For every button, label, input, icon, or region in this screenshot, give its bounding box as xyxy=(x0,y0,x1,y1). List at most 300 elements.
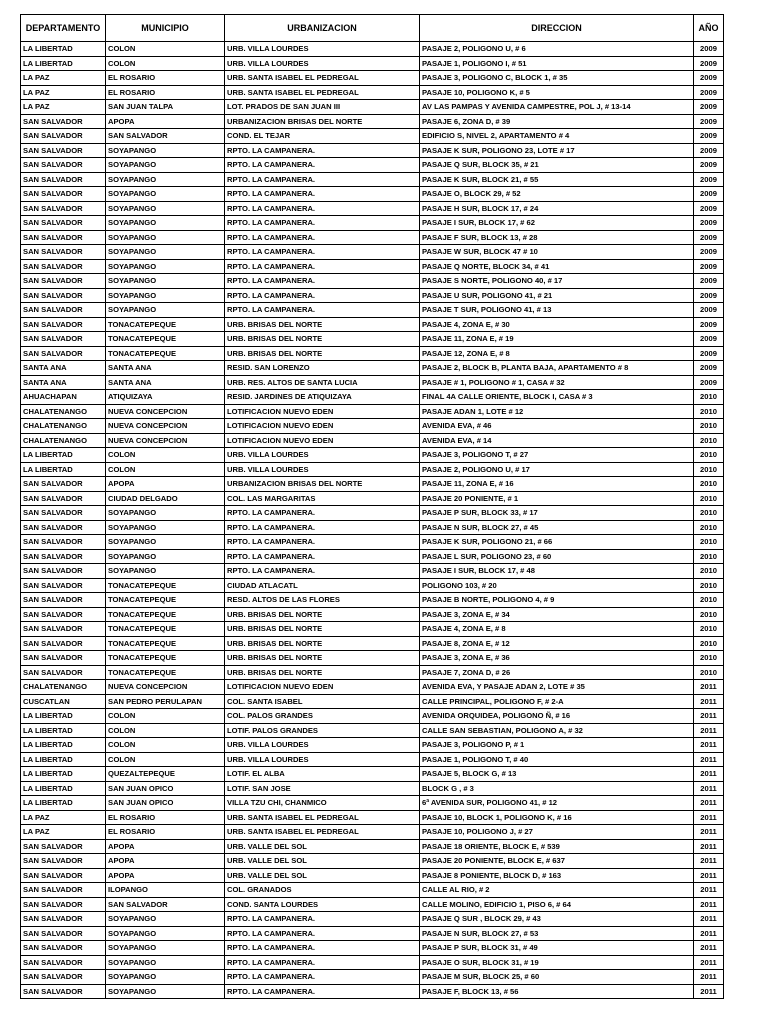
cell-urbanizacion: COND. EL TEJAR xyxy=(225,129,420,144)
cell-municipio: TONACATEPEQUE xyxy=(106,346,225,361)
cell-urbanizacion: RESID. JARDINES DE ATIQUIZAYA xyxy=(225,390,420,405)
header-urbanizacion: URBANIZACION xyxy=(225,15,420,42)
cell-municipio: TONACATEPEQUE xyxy=(106,317,225,332)
cell-direccion: PASAJE 11, ZONA E, # 16 xyxy=(420,477,694,492)
cell-ano: 2010 xyxy=(694,506,724,521)
cell-ano: 2010 xyxy=(694,578,724,593)
table-row xyxy=(21,854,724,869)
cell-ano: 2010 xyxy=(694,622,724,637)
cell-urbanizacion: RPTO. LA CAMPANERA. xyxy=(225,926,420,941)
header-ano: AÑO xyxy=(694,15,724,42)
cell-urbanizacion: RPTO. LA CAMPANERA. xyxy=(225,955,420,970)
cell-direccion: PASAJE S NORTE, POLIGONO 40, # 17 xyxy=(420,274,694,289)
cell-urbanizacion: URBANIZACION BRISAS DEL NORTE xyxy=(225,477,420,492)
cell-ano: 2009 xyxy=(694,361,724,376)
cell-departamento: LA LIBERTAD xyxy=(21,738,106,753)
cell-urbanizacion: RPTO. LA CAMPANERA. xyxy=(225,912,420,927)
cell-departamento: SAN SALVADOR xyxy=(21,303,106,318)
cell-departamento: LA LIBERTAD xyxy=(21,796,106,811)
cell-direccion: PASAJE 2, BLOCK B, PLANTA BAJA, APARTAMENTO # 8 xyxy=(420,361,694,376)
cell-ano: 2009 xyxy=(694,201,724,216)
cell-ano: 2011 xyxy=(694,897,724,912)
cell-direccion: PASAJE T SUR, POLIGONO 41, # 13 xyxy=(420,303,694,318)
cell-direccion: PASAJE 5, BLOCK G, # 13 xyxy=(420,767,694,782)
cell-ano: 2010 xyxy=(694,433,724,448)
table-row xyxy=(21,201,724,216)
table-row xyxy=(21,477,724,492)
cell-municipio: SOYAPANGO xyxy=(106,259,225,274)
table-row xyxy=(21,462,724,477)
cell-municipio: SOYAPANGO xyxy=(106,912,225,927)
cell-municipio: SOYAPANGO xyxy=(106,143,225,158)
cell-direccion: FINAL 4A CALLE ORIENTE, BLOCK I, CASA # 3 xyxy=(420,390,694,405)
cell-ano: 2011 xyxy=(694,839,724,854)
cell-urbanizacion: LOTIF. PALOS GRANDES xyxy=(225,723,420,738)
cell-direccion: PASAJE O SUR, BLOCK 31, # 19 xyxy=(420,955,694,970)
table-row xyxy=(21,100,724,115)
cell-direccion: PASAJE B NORTE, POLIGONO 4, # 9 xyxy=(420,593,694,608)
cell-urbanizacion: URB. SANTA ISABEL EL PEDREGAL xyxy=(225,810,420,825)
cell-direccion: PASAJE U SUR, POLIGONO 41, # 21 xyxy=(420,288,694,303)
cell-urbanizacion: RPTO. LA CAMPANERA. xyxy=(225,187,420,202)
table-row xyxy=(21,187,724,202)
table-row xyxy=(21,984,724,999)
cell-ano: 2010 xyxy=(694,535,724,550)
table-row xyxy=(21,549,724,564)
cell-departamento: SAN SALVADOR xyxy=(21,172,106,187)
cell-departamento: LA LIBERTAD xyxy=(21,723,106,738)
cell-ano: 2011 xyxy=(694,926,724,941)
table-row xyxy=(21,680,724,695)
cell-ano: 2009 xyxy=(694,158,724,173)
cell-departamento: LA PAZ xyxy=(21,100,106,115)
cell-municipio: SOYAPANGO xyxy=(106,535,225,550)
cell-departamento: SAN SALVADOR xyxy=(21,201,106,216)
cell-direccion: CALLE PRINCIPAL, POLIGONO F, # 2-A xyxy=(420,694,694,709)
cell-urbanizacion: COL. PALOS GRANDES xyxy=(225,709,420,724)
cell-urbanizacion: VILLA TZU CHI, CHANMICO xyxy=(225,796,420,811)
cell-direccion: PASAJE 6, ZONA D, # 39 xyxy=(420,114,694,129)
cell-departamento: SANTA ANA xyxy=(21,361,106,376)
cell-departamento: SAN SALVADOR xyxy=(21,912,106,927)
cell-municipio: CIUDAD DELGADO xyxy=(106,491,225,506)
cell-ano: 2011 xyxy=(694,723,724,738)
cell-municipio: NUEVA CONCEPCION xyxy=(106,433,225,448)
cell-municipio: SOYAPANGO xyxy=(106,303,225,318)
table-row xyxy=(21,259,724,274)
cell-ano: 2009 xyxy=(694,259,724,274)
cell-urbanizacion: URB. BRISAS DEL NORTE xyxy=(225,332,420,347)
cell-direccion: PASAJE 3, ZONA E, # 34 xyxy=(420,607,694,622)
cell-direccion: CALLE MOLINO, EDIFICIO 1, PISO 6, # 64 xyxy=(420,897,694,912)
table-row xyxy=(21,868,724,883)
table-row xyxy=(21,955,724,970)
cell-ano: 2011 xyxy=(694,694,724,709)
cell-ano: 2009 xyxy=(694,129,724,144)
cell-urbanizacion: RPTO. LA CAMPANERA. xyxy=(225,201,420,216)
table-row xyxy=(21,506,724,521)
cell-urbanizacion: URB. SANTA ISABEL EL PEDREGAL xyxy=(225,71,420,86)
cell-urbanizacion: URB. VALLE DEL SOL xyxy=(225,839,420,854)
cell-municipio: SOYAPANGO xyxy=(106,201,225,216)
cell-municipio: APOPA xyxy=(106,868,225,883)
cell-direccion: PASAJE N SUR, BLOCK 27, # 53 xyxy=(420,926,694,941)
cell-ano: 2011 xyxy=(694,709,724,724)
table-row xyxy=(21,738,724,753)
cell-departamento: CUSCATLAN xyxy=(21,694,106,709)
cell-municipio: SOYAPANGO xyxy=(106,955,225,970)
cell-municipio: TONACATEPEQUE xyxy=(106,578,225,593)
cell-municipio: SOYAPANGO xyxy=(106,274,225,289)
cell-urbanizacion: URB. SANTA ISABEL EL PEDREGAL xyxy=(225,825,420,840)
cell-municipio: COLON xyxy=(106,723,225,738)
cell-departamento: CHALATENANGO xyxy=(21,680,106,695)
cell-ano: 2010 xyxy=(694,477,724,492)
cell-urbanizacion: URB. VALLE DEL SOL xyxy=(225,868,420,883)
cell-direccion: PASAJE 3, POLIGONO P, # 1 xyxy=(420,738,694,753)
cell-ano: 2011 xyxy=(694,825,724,840)
cell-ano: 2010 xyxy=(694,636,724,651)
cell-direccion: PASAJE W SUR, BLOCK 47 # 10 xyxy=(420,245,694,260)
cell-ano: 2009 xyxy=(694,303,724,318)
table-row xyxy=(21,723,724,738)
cell-urbanizacion: URB. VILLA LOURDES xyxy=(225,42,420,57)
cell-departamento: LA LIBERTAD xyxy=(21,767,106,782)
table-row xyxy=(21,897,724,912)
cell-ano: 2009 xyxy=(694,346,724,361)
cell-municipio: COLON xyxy=(106,462,225,477)
cell-urbanizacion: RPTO. LA CAMPANERA. xyxy=(225,984,420,999)
cell-municipio: TONACATEPEQUE xyxy=(106,593,225,608)
cell-ano: 2010 xyxy=(694,404,724,419)
cell-urbanizacion: URB. VALLE DEL SOL xyxy=(225,854,420,869)
cell-direccion: PASAJE 2, POLIGONO U, # 17 xyxy=(420,462,694,477)
cell-direccion: AV LAS PAMPAS Y AVENIDA CAMPESTRE, POL J, # 13-14 xyxy=(420,100,694,115)
cell-direccion: PASAJE 8, ZONA E, # 12 xyxy=(420,636,694,651)
cell-municipio: SOYAPANGO xyxy=(106,288,225,303)
cell-ano: 2009 xyxy=(694,245,724,260)
cell-ano: 2009 xyxy=(694,274,724,289)
cell-municipio: COLON xyxy=(106,448,225,463)
table-row xyxy=(21,71,724,86)
cell-ano: 2009 xyxy=(694,332,724,347)
cell-ano: 2011 xyxy=(694,810,724,825)
cell-direccion: PASAJE 1, POLIGONO T, # 40 xyxy=(420,752,694,767)
table-row xyxy=(21,448,724,463)
cell-ano: 2009 xyxy=(694,71,724,86)
cell-municipio: SOYAPANGO xyxy=(106,520,225,535)
cell-direccion: PASAJE 2, POLIGONO U, # 6 xyxy=(420,42,694,57)
table-row xyxy=(21,317,724,332)
table-row xyxy=(21,709,724,724)
cell-ano: 2011 xyxy=(694,738,724,753)
cell-urbanizacion: RPTO. LA CAMPANERA. xyxy=(225,158,420,173)
cell-ano: 2009 xyxy=(694,172,724,187)
cell-direccion: PASAJE 11, ZONA E, # 19 xyxy=(420,332,694,347)
cell-direccion: PASAJE 8 PONIENTE, BLOCK D, # 163 xyxy=(420,868,694,883)
table-row xyxy=(21,129,724,144)
cell-departamento: SAN SALVADOR xyxy=(21,897,106,912)
cell-municipio: SOYAPANGO xyxy=(106,970,225,985)
cell-ano: 2010 xyxy=(694,462,724,477)
cell-urbanizacion: URB. BRISAS DEL NORTE xyxy=(225,607,420,622)
cell-departamento: SAN SALVADOR xyxy=(21,651,106,666)
cell-urbanizacion: RPTO. LA CAMPANERA. xyxy=(225,288,420,303)
cell-departamento: SAN SALVADOR xyxy=(21,970,106,985)
table-row xyxy=(21,796,724,811)
cell-municipio: SOYAPANGO xyxy=(106,216,225,231)
cell-municipio: SAN JUAN OPICO xyxy=(106,796,225,811)
cell-departamento: LA LIBERTAD xyxy=(21,56,106,71)
table-row xyxy=(21,332,724,347)
cell-departamento: SAN SALVADOR xyxy=(21,245,106,260)
cell-departamento: CHALATENANGO xyxy=(21,404,106,419)
cell-direccion: CALLE SAN SEBASTIAN, POLIGONO A, # 32 xyxy=(420,723,694,738)
cell-ano: 2009 xyxy=(694,187,724,202)
cell-direccion: PASAJE Q NORTE, BLOCK 34, # 41 xyxy=(420,259,694,274)
cell-urbanizacion: LOTIFICACION NUEVO EDEN xyxy=(225,404,420,419)
cell-departamento: AHUACHAPAN xyxy=(21,390,106,405)
cell-ano: 2009 xyxy=(694,317,724,332)
table-row xyxy=(21,883,724,898)
cell-departamento: SAN SALVADOR xyxy=(21,114,106,129)
cell-municipio: TONACATEPEQUE xyxy=(106,651,225,666)
cell-ano: 2009 xyxy=(694,85,724,100)
cell-municipio: EL ROSARIO xyxy=(106,71,225,86)
cell-municipio: SOYAPANGO xyxy=(106,926,225,941)
cell-departamento: SAN SALVADOR xyxy=(21,520,106,535)
cell-direccion: PASAJE H SUR, BLOCK 17, # 24 xyxy=(420,201,694,216)
cell-municipio: APOPA xyxy=(106,114,225,129)
cell-municipio: APOPA xyxy=(106,477,225,492)
cell-direccion: PASAJE 20 PONIENTE, # 1 xyxy=(420,491,694,506)
cell-urbanizacion: LOTIFICACION NUEVO EDEN xyxy=(225,419,420,434)
cell-ano: 2010 xyxy=(694,520,724,535)
table-row xyxy=(21,781,724,796)
cell-departamento: SAN SALVADOR xyxy=(21,317,106,332)
cell-municipio: SOYAPANGO xyxy=(106,187,225,202)
cell-urbanizacion: RPTO. LA CAMPANERA. xyxy=(225,970,420,985)
cell-municipio: TONACATEPEQUE xyxy=(106,636,225,651)
table-row xyxy=(21,578,724,593)
cell-municipio: SOYAPANGO xyxy=(106,564,225,579)
cell-urbanizacion: URB. RES. ALTOS DE SANTA LUCIA xyxy=(225,375,420,390)
cell-direccion: PASAJE 10, BLOCK 1, POLIGONO K, # 16 xyxy=(420,810,694,825)
cell-municipio: NUEVA CONCEPCION xyxy=(106,680,225,695)
cell-ano: 2009 xyxy=(694,42,724,57)
cell-municipio: EL ROSARIO xyxy=(106,810,225,825)
cell-urbanizacion: RPTO. LA CAMPANERA. xyxy=(225,941,420,956)
cell-direccion: PASAJE 7, ZONA D, # 26 xyxy=(420,665,694,680)
cell-departamento: SAN SALVADOR xyxy=(21,491,106,506)
table-row xyxy=(21,564,724,579)
cell-urbanizacion: URB. VILLA LOURDES xyxy=(225,56,420,71)
cell-municipio: SOYAPANGO xyxy=(106,172,225,187)
cell-municipio: SOYAPANGO xyxy=(106,230,225,245)
cell-direccion: PASAJE P SUR, BLOCK 33, # 17 xyxy=(420,506,694,521)
cell-ano: 2011 xyxy=(694,941,724,956)
table-row xyxy=(21,810,724,825)
cell-departamento: SAN SALVADOR xyxy=(21,593,106,608)
cell-direccion: PASAJE 10, POLIGONO K, # 5 xyxy=(420,85,694,100)
cell-departamento: SAN SALVADOR xyxy=(21,259,106,274)
cell-municipio: EL ROSARIO xyxy=(106,825,225,840)
cell-ano: 2010 xyxy=(694,419,724,434)
cell-ano: 2010 xyxy=(694,651,724,666)
cell-direccion: PASAJE 3, POLIGONO T, # 27 xyxy=(420,448,694,463)
cell-municipio: TONACATEPEQUE xyxy=(106,607,225,622)
table-row xyxy=(21,825,724,840)
cell-urbanizacion: URB. VILLA LOURDES xyxy=(225,462,420,477)
cell-departamento: SAN SALVADOR xyxy=(21,984,106,999)
table-row xyxy=(21,520,724,535)
table-row xyxy=(21,941,724,956)
cell-departamento: SAN SALVADOR xyxy=(21,332,106,347)
cell-ano: 2009 xyxy=(694,216,724,231)
cell-departamento: SAN SALVADOR xyxy=(21,549,106,564)
header-departamento: DEPARTAMENTO xyxy=(21,15,106,42)
cell-municipio: QUEZALTEPEQUE xyxy=(106,767,225,782)
cell-urbanizacion: URB. BRISAS DEL NORTE xyxy=(225,622,420,637)
cell-municipio: SOYAPANGO xyxy=(106,158,225,173)
cell-municipio: NUEVA CONCEPCION xyxy=(106,404,225,419)
cell-departamento: SAN SALVADOR xyxy=(21,230,106,245)
cell-ano: 2011 xyxy=(694,767,724,782)
cell-urbanizacion: RPTO. LA CAMPANERA. xyxy=(225,259,420,274)
cell-departamento: LA PAZ xyxy=(21,810,106,825)
cell-direccion: AVENIDA ORQUIDEA, POLIGONO Ñ, # 16 xyxy=(420,709,694,724)
cell-municipio: SAN PEDRO PERULAPAN xyxy=(106,694,225,709)
cell-departamento: SAN SALVADOR xyxy=(21,158,106,173)
cell-departamento: LA LIBERTAD xyxy=(21,709,106,724)
cell-departamento: LA LIBERTAD xyxy=(21,42,106,57)
cell-urbanizacion: URB. VILLA LOURDES xyxy=(225,752,420,767)
cell-urbanizacion: COL. LAS MARGARITAS xyxy=(225,491,420,506)
cell-urbanizacion: URB. VILLA LOURDES xyxy=(225,448,420,463)
cell-municipio: COLON xyxy=(106,42,225,57)
cell-departamento: SAN SALVADOR xyxy=(21,535,106,550)
cell-direccion: PASAJE 1, POLIGONO I, # 51 xyxy=(420,56,694,71)
table-row xyxy=(21,172,724,187)
cell-departamento: SAN SALVADOR xyxy=(21,288,106,303)
table-row xyxy=(21,419,724,434)
cell-urbanizacion: RESD. ALTOS DE LAS FLORES xyxy=(225,593,420,608)
cell-urbanizacion: URB. VILLA LOURDES xyxy=(225,738,420,753)
cell-ano: 2009 xyxy=(694,230,724,245)
cell-direccion: PASAJE F SUR, BLOCK 13, # 28 xyxy=(420,230,694,245)
cell-direccion: PASAJE 12, ZONA E, # 8 xyxy=(420,346,694,361)
cell-ano: 2011 xyxy=(694,912,724,927)
cell-ano: 2009 xyxy=(694,288,724,303)
cell-municipio: SAN SALVADOR xyxy=(106,129,225,144)
cell-departamento: SAN SALVADOR xyxy=(21,665,106,680)
cell-direccion: PASAJE # 1, POLIGONO # 1, CASA # 32 xyxy=(420,375,694,390)
table-row xyxy=(21,390,724,405)
cell-direccion: PASAJE 4, ZONA E, # 30 xyxy=(420,317,694,332)
table-row xyxy=(21,752,724,767)
cell-departamento: CHALATENANGO xyxy=(21,433,106,448)
cell-ano: 2010 xyxy=(694,549,724,564)
cell-urbanizacion: LOTIF. SAN JOSE xyxy=(225,781,420,796)
table-row xyxy=(21,651,724,666)
table-row xyxy=(21,636,724,651)
table-row xyxy=(21,926,724,941)
cell-direccion: EDIFICIO S, NIVEL 2, APARTAMENTO # 4 xyxy=(420,129,694,144)
address-table xyxy=(20,14,724,999)
cell-ano: 2010 xyxy=(694,491,724,506)
cell-direccion: AVENIDA EVA, Y PASAJE ADAN 2, LOTE # 35 xyxy=(420,680,694,695)
cell-departamento: SAN SALVADOR xyxy=(21,941,106,956)
cell-departamento: SAN SALVADOR xyxy=(21,955,106,970)
cell-departamento: CHALATENANGO xyxy=(21,419,106,434)
cell-municipio: SAN JUAN TALPA xyxy=(106,100,225,115)
cell-ano: 2011 xyxy=(694,955,724,970)
cell-urbanizacion: RPTO. LA CAMPANERA. xyxy=(225,216,420,231)
table-row xyxy=(21,404,724,419)
cell-departamento: SAN SALVADOR xyxy=(21,274,106,289)
table-row xyxy=(21,839,724,854)
cell-departamento: SAN SALVADOR xyxy=(21,868,106,883)
cell-direccion: PASAJE 18 ORIENTE, BLOCK E, # 539 xyxy=(420,839,694,854)
table-row xyxy=(21,216,724,231)
cell-ano: 2011 xyxy=(694,984,724,999)
cell-municipio: SAN JUAN OPICO xyxy=(106,781,225,796)
cell-direccion: PASAJE Q SUR , BLOCK 29, # 43 xyxy=(420,912,694,927)
table-row xyxy=(21,85,724,100)
cell-ano: 2010 xyxy=(694,665,724,680)
table-row xyxy=(21,375,724,390)
table-row xyxy=(21,230,724,245)
table-row xyxy=(21,665,724,680)
cell-departamento: LA PAZ xyxy=(21,71,106,86)
cell-departamento: LA LIBERTAD xyxy=(21,781,106,796)
cell-urbanizacion: RPTO. LA CAMPANERA. xyxy=(225,230,420,245)
cell-urbanizacion: CIUDAD ATLACATL xyxy=(225,578,420,593)
cell-direccion: PASAJE I SUR, BLOCK 17, # 62 xyxy=(420,216,694,231)
cell-departamento: SAN SALVADOR xyxy=(21,578,106,593)
cell-urbanizacion: URB. SANTA ISABEL EL PEDREGAL xyxy=(225,85,420,100)
table-row xyxy=(21,767,724,782)
cell-urbanizacion: RPTO. LA CAMPANERA. xyxy=(225,520,420,535)
cell-urbanizacion: LOTIFICACION NUEVO EDEN xyxy=(225,433,420,448)
cell-direccion: AVENIDA EVA, # 46 xyxy=(420,419,694,434)
cell-municipio: COLON xyxy=(106,709,225,724)
cell-municipio: SOYAPANGO xyxy=(106,245,225,260)
cell-urbanizacion: LOTIFICACION NUEVO EDEN xyxy=(225,680,420,695)
cell-ano: 2011 xyxy=(694,970,724,985)
cell-ano: 2009 xyxy=(694,114,724,129)
cell-municipio: COLON xyxy=(106,56,225,71)
cell-municipio: SOYAPANGO xyxy=(106,506,225,521)
cell-departamento: SAN SALVADOR xyxy=(21,564,106,579)
cell-urbanizacion: URB. BRISAS DEL NORTE xyxy=(225,346,420,361)
cell-direccion: PASAJE 3, ZONA E, # 36 xyxy=(420,651,694,666)
cell-urbanizacion: RPTO. LA CAMPANERA. xyxy=(225,143,420,158)
cell-urbanizacion: URB. BRISAS DEL NORTE xyxy=(225,651,420,666)
cell-departamento: SAN SALVADOR xyxy=(21,346,106,361)
cell-ano: 2009 xyxy=(694,143,724,158)
cell-ano: 2011 xyxy=(694,868,724,883)
cell-urbanizacion: LOT. PRADOS DE SAN JUAN III xyxy=(225,100,420,115)
cell-municipio: SOYAPANGO xyxy=(106,984,225,999)
table-row xyxy=(21,56,724,71)
cell-departamento: SAN SALVADOR xyxy=(21,622,106,637)
cell-direccion: PASAJE K SUR, BLOCK 21, # 55 xyxy=(420,172,694,187)
cell-departamento: SAN SALVADOR xyxy=(21,216,106,231)
cell-ano: 2010 xyxy=(694,593,724,608)
cell-departamento: LA LIBERTAD xyxy=(21,462,106,477)
cell-municipio: TONACATEPEQUE xyxy=(106,665,225,680)
